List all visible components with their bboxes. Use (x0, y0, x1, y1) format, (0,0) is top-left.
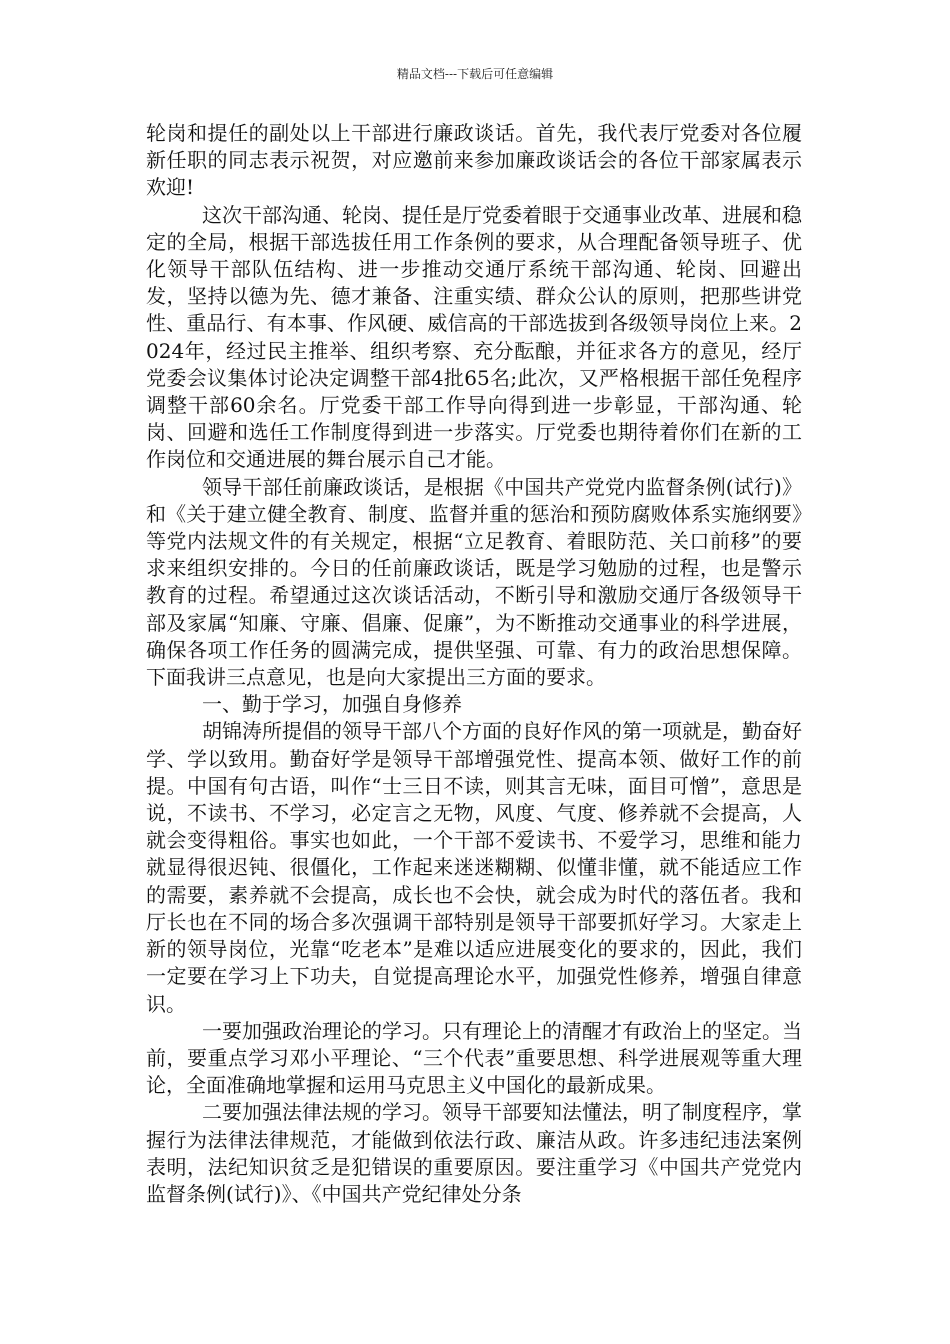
paragraph-political-theory: 一要加强政治理论的学习。只有理论上的清醒才有政治上的坚定。当前，要重点学习邓小平理论、“三个代表”重要思想、科学进展观等重大理论，全面准确地掌握和运用马克思主义中国化的最新成果。 (146, 1018, 802, 1098)
paragraph-diligent-study: 胡锦涛所提倡的领导干部八个方面的良好作风的第一项就是，勤奋好学、学以致用。勤奋好学是领导干部增强党性、提高本领、做好工作的前提。中国有句古语，叫作“士三日不读，则其言无味，面目可憎”，意思是说，不读书、不学习，必定言之无物，风度、气度、修养就不会提高，人就会变得粗俗。事实也如此，一个干部不爱读书、不爱学习，思维和能力就显得很迟钝、很僵化，工作起来迷迷糊糊、似懂非懂，就不能适应工作的需要，素养就不会提高，成长也不会快，就会成为时代的落伍者。我和厅长也在不同的场合多次强调干部特别是领导干部要抓好学习。大家走上新的领导岗位，光靠“吃老本”是难以适应进展变化的要求的，因此，我们一定要在学习上下功夫，自觉提高理论水平，加强党性修养，增强自律意识。 (146, 719, 802, 1016)
paragraph-integrity-talk: 领导干部任前廉政谈话，是根据《中国共产党党内监督条例(试行)》和《关于建立健全教育、制度、监督并重的惩治和预防腐败体系实施纲要》等党内法规文件的有关规定，根据“立足教育、着眼防范、关口前移”的要求来组织安排的。今日的任前廉政谈话，既是学习勉励的过程，也是警示教育的过程。希望通过这次谈话活动，不断引导和激励交通厅各级领导干部及家属“知廉、守廉、倡廉、促廉”，为不断推动交通事业的科学进展，确保各项工作任务的圆满完成，提供坚强、可靠、有力的政治思想保障。下面我讲三点意见，也是向大家提出三方面的要求。 (146, 474, 802, 690)
paragraph-continuation: 轮岗和提任的副处以上干部进行廉政谈话。首先，我代表厅党委对各位履新任职的同志表示祝贺，对应邀前来参加廉政谈话会的各位干部家属表示欢迎! (146, 121, 802, 200)
paragraph-laws-regulations: 二要加强法律法规的学习。领导干部要知法懂法，明了制度程序，掌握行为法律法律规范，才能做到依法行政、廉洁从政。许多违纪违法案例表明，法纪知识贫乏是犯错误的重要原因。要注重学习《中国共产党党内监督条例(试行)》、《中国共产党纪律处分条 (146, 1100, 802, 1206)
page-header: 精品文档---下载后可任意编辑 (396, 67, 554, 81)
paragraph-cadre-rotation: 这次干部沟通、轮岗、提任是厅党委着眼于交通事业改革、进展和稳定的全局，根据干部选拔任用工作条例的要求，从合理配备领导班子、优化领导干部队伍结构、进一步推动交通厅系统干部沟通、轮岗、回避出发，坚持以德为先、德才兼备、注重实绩、群众公认的原则，把那些讲党性、重品行、有本事、作风硬、威信高的干部选拔到各级领导岗位上来。2024年，经过民主推举、组织考察、充分酝酿，并征求各方的意见，经厅党委会议集体讨论决定调整干部4批65名;此次，又严格根据干部任免程序调整干部60余名。厅党委干部工作导向得到进一步彰显，干部沟通、轮岗、回避和选任工作制度得到进一步落实。厅党委也期待着你们在新的工作岗位和交通进展的舞台展示自己才能。 (146, 202, 802, 472)
document-body (146, 120, 802, 1208)
section-heading-study: 一、勤于学习，加强自身修养 (202, 692, 462, 717)
